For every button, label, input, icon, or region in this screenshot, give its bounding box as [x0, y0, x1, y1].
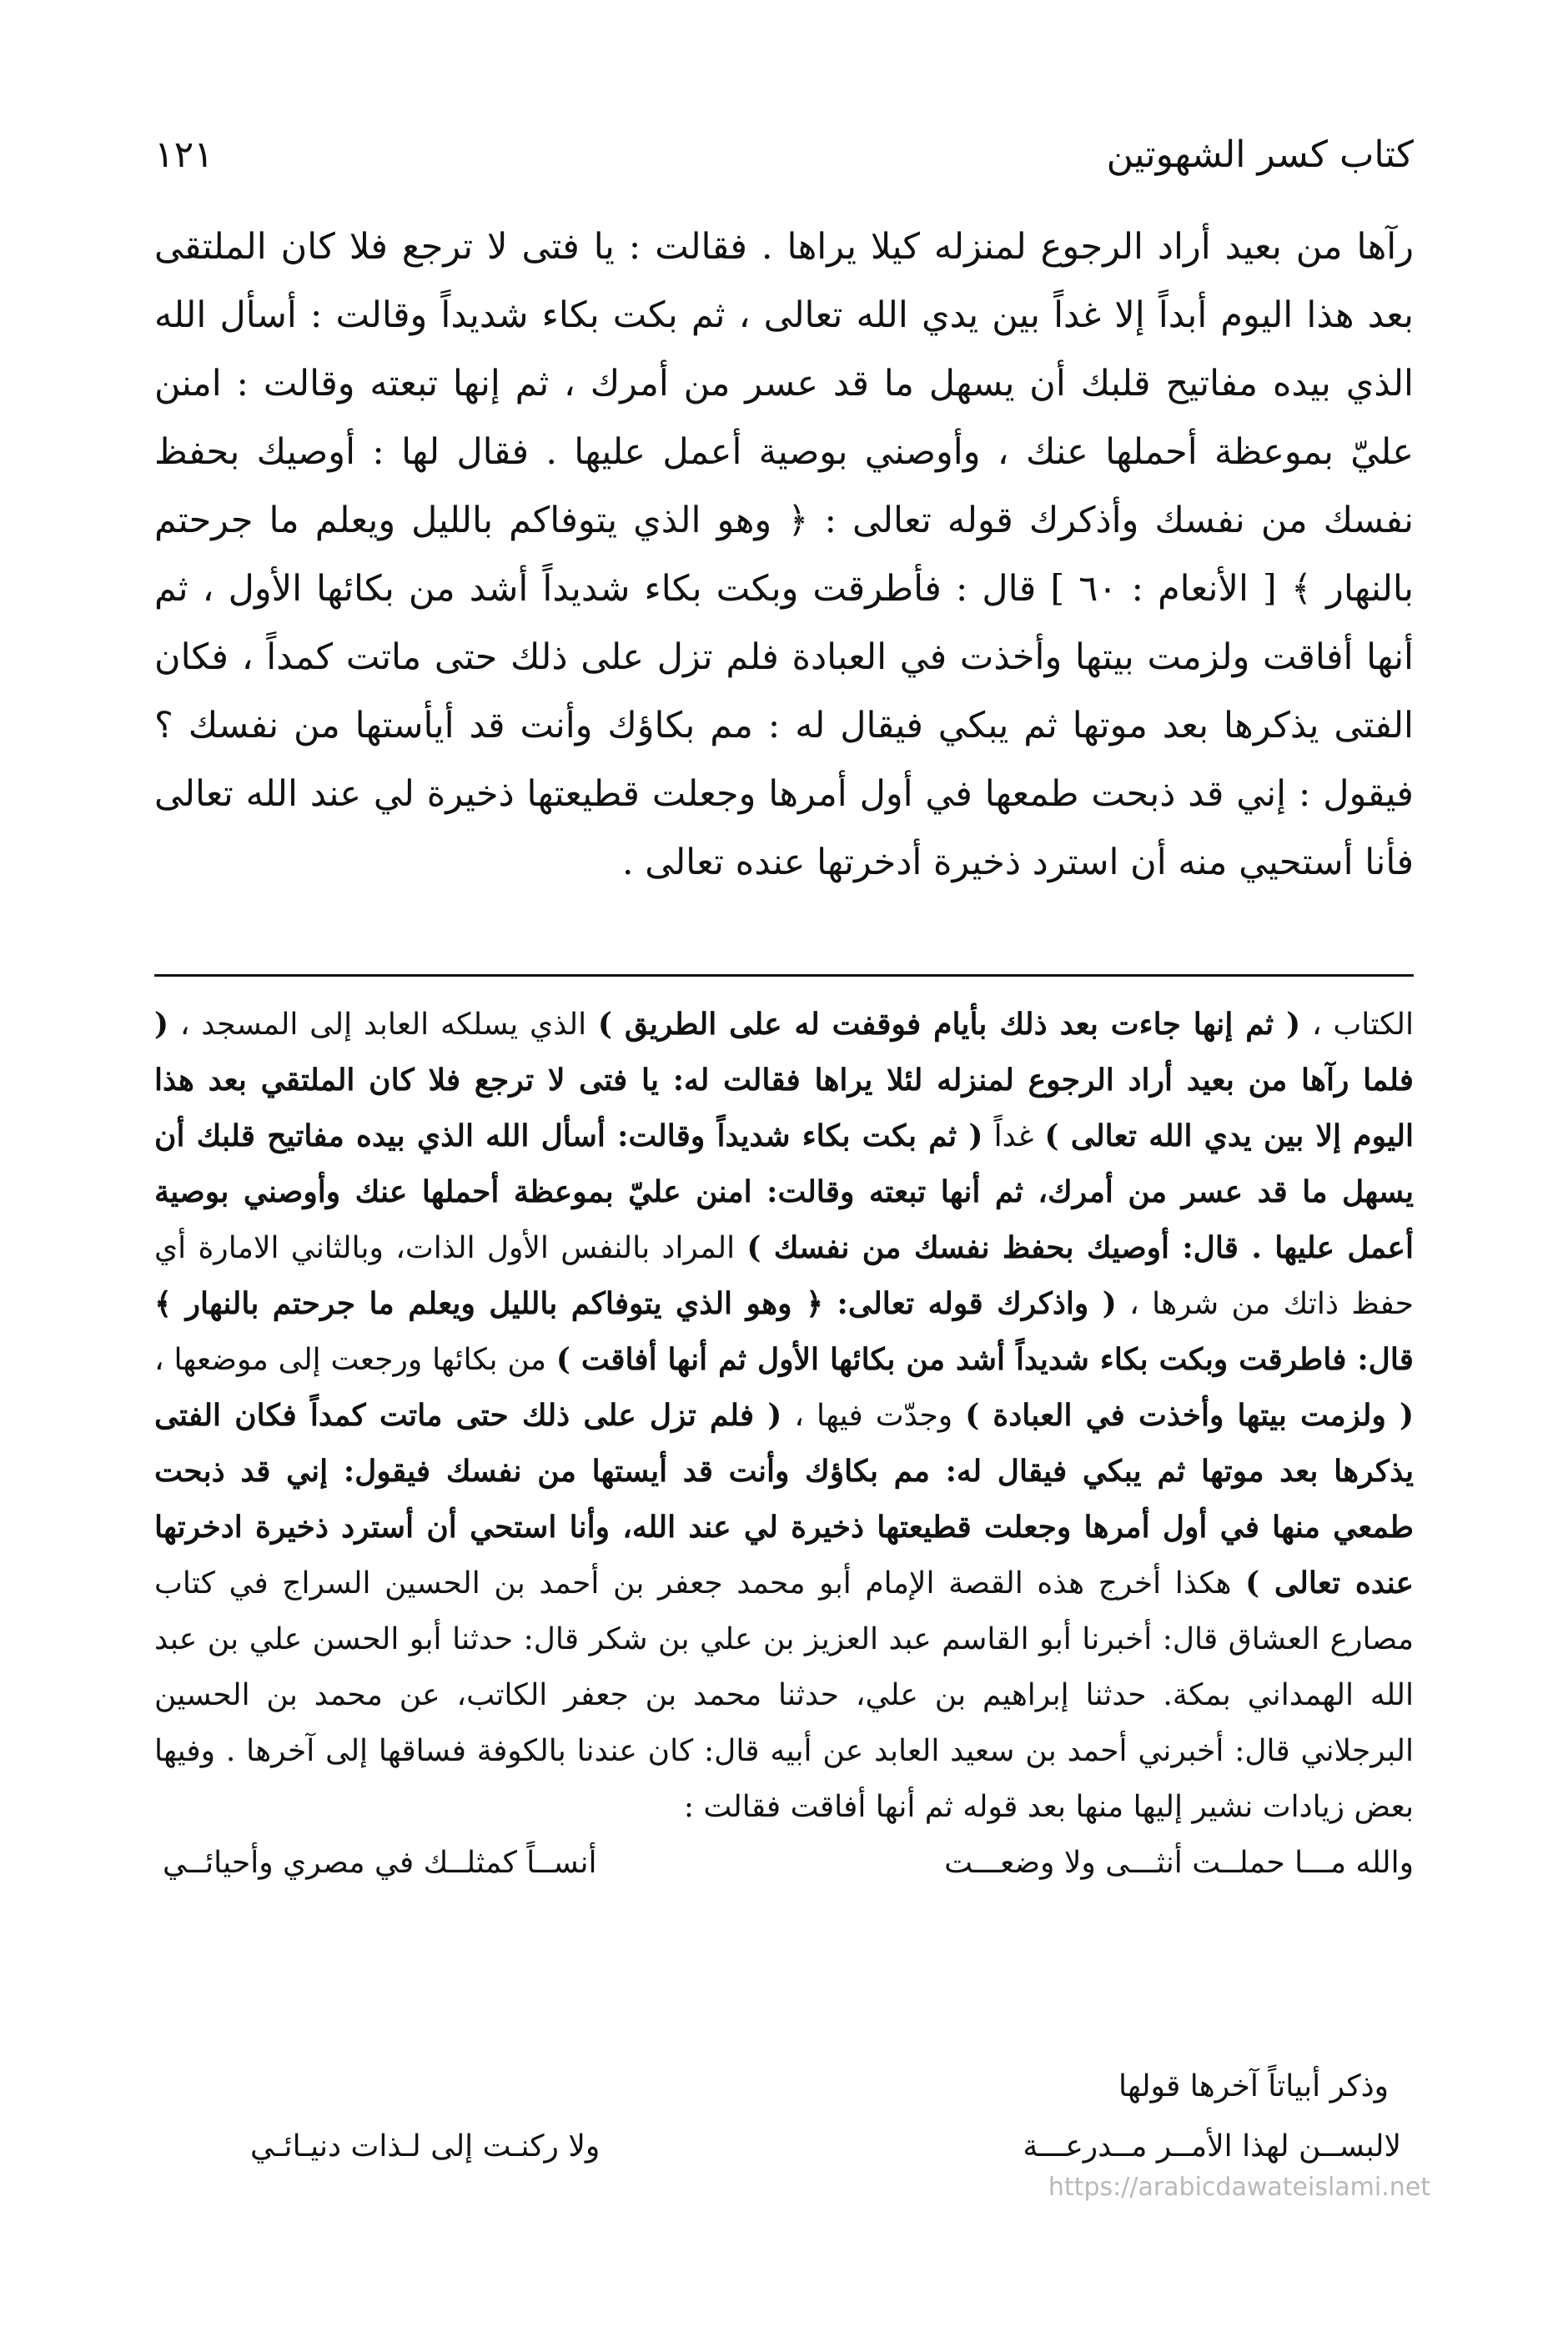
poem-verse-2	[250, 2118, 1401, 2174]
main-text	[154, 213, 1414, 897]
page-number: ١٢١	[154, 133, 214, 176]
verse-second-hemistich: أنســاً كمثلــك في مصري وأحيائــي	[163, 1846, 597, 1880]
verse-intro: وذكر أبياتاً آخرها قولها	[1118, 2069, 1389, 2103]
poem-verse-1	[154, 1835, 1414, 1891]
commentary-plain: الذي يسلكه العابد إلى المسجد ،	[168, 1008, 598, 1042]
commentary-quote: ( ثم إنها جاءت بعد ذلك بأيام فوقفت له على الطريق )	[597, 1007, 1301, 1042]
commentary-plain: من بكائها ورجعت إلى موضعها ،	[154, 1343, 556, 1377]
commentary-quote: ( ولزمت بيتها وأخذت في العبادة )	[965, 1398, 1414, 1433]
page-header	[154, 125, 1414, 183]
commentary-paragraph	[154, 997, 1414, 1835]
commentary-section	[154, 997, 1414, 1891]
commentary-plain: وجدّت فيها ،	[781, 1399, 966, 1433]
verse-first-hemistich: والله مـــا حملــت أنثـــى ولا وضعـــت	[944, 1846, 1414, 1880]
commentary-plain: غداً	[983, 1119, 1045, 1153]
verse-first-hemistich: لالبســن لهذا الأمــر مــدرعـــة	[1023, 2129, 1401, 2164]
commentary-plain: الكتاب ،	[1300, 1008, 1414, 1042]
commentary-quote: ( ثم بكت بكاء شديداً وقالت: أسأل الله الذي بيده مفاتيح قلبك أن يسهل ما قد عسر من أمرك، ثم أنها تبعته وقالت: امنن عليّ بموعظة أحملها عنك وأوصني بوصية أعمل عليها . قال: أوصيك بحفظ نفسك من نفسك )	[154, 1118, 1414, 1265]
commentary-quote: ( فلما رآها من بعيد أراد الرجوع لمنزله لئلا يراها فقالت له: يا فتى لا ترجع فلا كان الملتقي بعد هذا اليوم إلا بين يدي الله تعالى )	[154, 1007, 1414, 1153]
commentary-quote: ( فلم تزل على ذلك حتى ماتت كمداً فكان الفتى يذكرها بعد موتها ثم يبكي فيقال له: مم بكاؤك وأنت قد أيستها من نفسك فيقول: إني قد ذبحت طمعي منها في أول أمرها وجعلت قطيعتها ذخيرة لي عند الله، وأنا استحي أن أسترد ذخيرة ادخرتها عنده تعالى )	[154, 1398, 1415, 1601]
commentary-plain: المراد بالنفس الأول الذات، وبالثاني الامارة أي حفظ ذاتك من شرها ،	[154, 1231, 1414, 1321]
running-title: كتاب كسر الشهوتين	[1106, 133, 1414, 176]
main-paragraph: رآها من بعيد أراد الرجوع لمنزله كيلا يراها . فقالت : يا فتى لا ترجع فلا كان الملتقى بعد هذا اليوم أبداً إلا غداً بين يدي الله تعالى ، ثم بكت بكاء شديداً وقالت : أسأل الله الذي بيده مفاتيح قلبك أن يسهل ما قد عسر من أمرك ، ثم إنها تبعته وقالت : امنن عليّ بموعظة أحملها عنك ، وأوصني بوصية أعمل عليها . فقال لها : أوصيك بحفظ نفسك من نفسك وأذكرك قوله تعالى : ﴿ وهو الذي يتوفاكم بالليل ويعلم ما جرحتم بالنهار ﴾ [ الأنعام : ٦٠ ] قال : فأطرقت وبكت بكاء شديداً أشد من بكائها الأول ، ثم أنها أفاقت ولزمت بيتها وأخذت في العبادة فلم تزل على ذلك حتى ماتت كمداً ، فكان الفتى يذكرها بعد موتها ثم يبكي فيقال له : مم بكاؤك وأنت قد أيأستها من نفسك ؟ فيقول : إني قد ذبحت طمعها في أول أمرها وجعلت قطيعتها ذخيرة لي عند الله تعالى فأنا أستحيي منه أن استرد ذخيرة أدخرتها عنده تعالى .	[154, 226, 1414, 883]
verse-second-hemistich: ولا ركنـت إلى لـذات دنيـائـي	[250, 2129, 601, 2164]
commentary-plain: هكذا أخرج هذه القصة الإمام أبو محمد جعفر بن أحمد بن الحسين السراج في كتاب مصارع العشاق قال: أخبرنا أبو القاسم عبد العزيز بن علي بن شكر قال: حدثنا أبو الحسن علي بن عبد الله الهمداني بمكة. حدثنا إبراهيم بن علي، حدثنا محمد بن جعفر الكاتب، عن محمد بن الحسين البرجلاني قال: أخبرني أحمد بن سعيد العابد عن أبيه قال: كان عندنا بالكوفة فساقها إلى آخرها . وفيها بعض زيادات نشير إليها منها بعد قوله ثم أنها أفاقت فقالت :	[154, 1566, 1414, 1824]
commentary-quote: ( واذكرك قوله تعالى: ﴿ وهو الذي يتوفاكم بالليل ويعلم ما جرحتم بالنهار ﴾ قال: فاطرقت وبكت بكاء شديداً أشد من بكائها الأول ثم أنها أفاقت )	[154, 1286, 1415, 1377]
watermark-url: https://arabicdawateislami.net	[1048, 2173, 1430, 2202]
footnote-divider	[154, 974, 1414, 977]
